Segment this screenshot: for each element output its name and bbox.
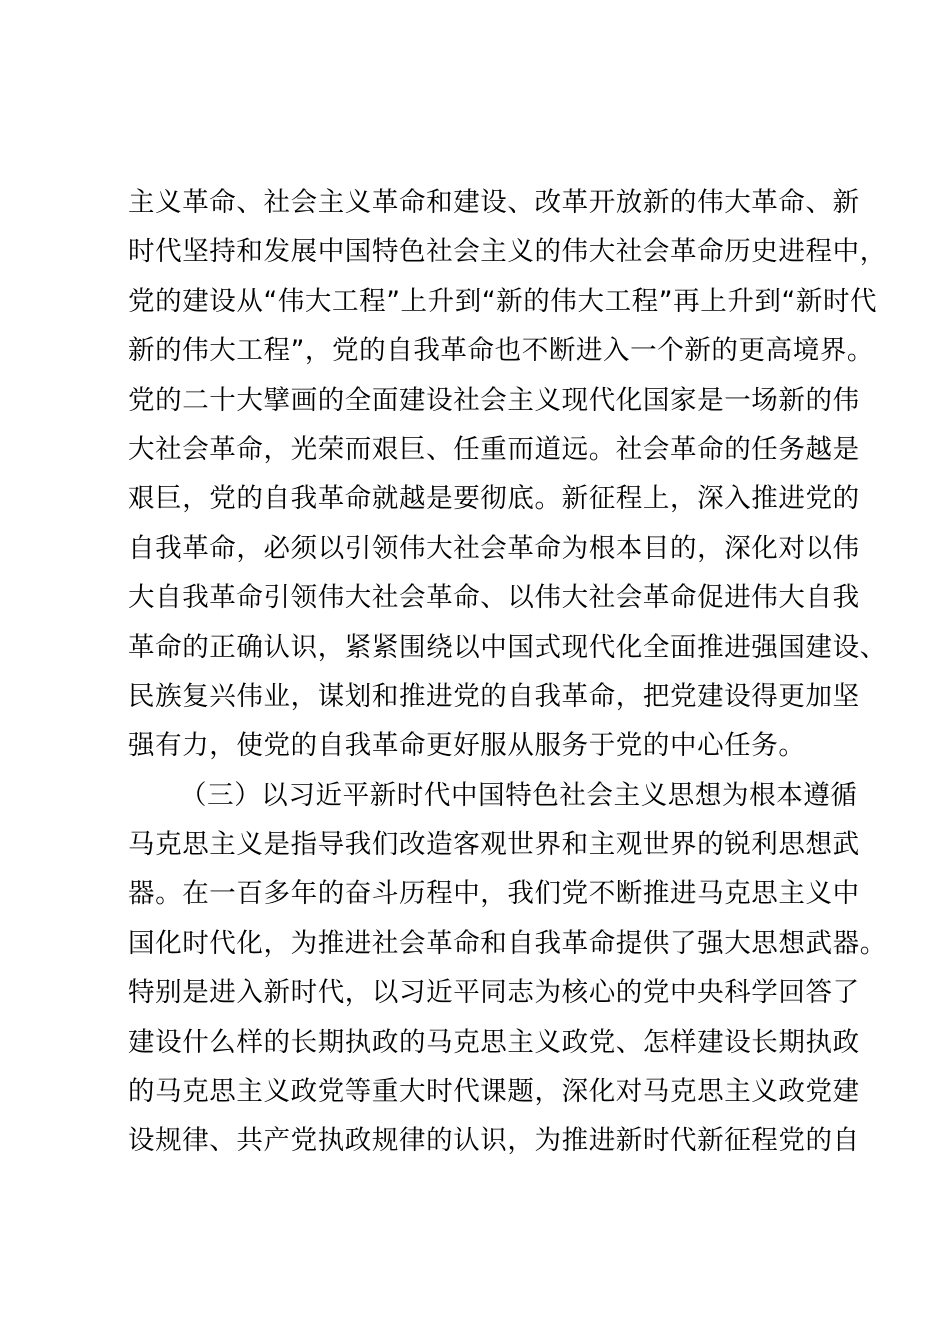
text-line: 自我革命，必须以引领伟大社会革命为根本目的，深化对以伟 bbox=[128, 532, 860, 564]
text-line: 国化时代化，为推进社会革命和自我革命提供了强大思想武器。 bbox=[128, 927, 887, 959]
document-body bbox=[128, 178, 888, 1166]
text-line: 新的伟大工程”，党的自我革命也不断进入一个新的更高境界。 bbox=[128, 335, 875, 367]
text-line: 大自我革命引领伟大社会革命、以伟大社会革命促进伟大自我 bbox=[128, 582, 860, 614]
text-line: 特别是进入新时代，以习近平同志为核心的党中央科学回答了 bbox=[128, 977, 860, 1009]
text-line: 建设什么样的长期执政的马克思主义政党、怎样建设长期执政 bbox=[128, 1026, 860, 1058]
text-line: 党的建设从“伟大工程”上升到“新的伟大工程”再上升到“新时代 bbox=[128, 285, 878, 317]
text-line: 艰巨，党的自我革命就越是要彻底。新征程上，深入推进党的 bbox=[128, 483, 860, 515]
text-line: 器。在一百多年的奋斗历程中，我们党不断推进马克思主义中 bbox=[128, 878, 860, 910]
text-line: 主义革命、社会主义革命和建设、改革开放新的伟大革命、新 bbox=[128, 187, 860, 218]
text-line: 的马克思主义政党等重大时代课题，深化对马克思主义政党建 bbox=[128, 1076, 860, 1108]
text-line: 民族复兴伟业，谋划和推进党的自我革命，把党建设得更加坚 bbox=[128, 680, 860, 712]
text-line: 时代坚持和发展中国特色社会主义的伟大社会革命历史进程中， bbox=[128, 236, 887, 268]
section-heading: （三）以习近平新时代中国特色社会主义思想为根本遵循 bbox=[180, 779, 858, 811]
text-line: 革命的正确认识，紧紧围绕以中国式现代化全面推进强国建设、 bbox=[128, 631, 887, 663]
text-line: 强有力，使党的自我革命更好服从服务于党的中心任务。 bbox=[128, 730, 806, 762]
text-line: 党的二十大擘画的全面建设社会主义现代化国家是一场新的伟 bbox=[128, 384, 860, 416]
text-line: 大社会革命，光荣而艰巨、任重而道远。社会革命的任务越是 bbox=[128, 433, 860, 465]
text-line: 设规律、共产党执政规律的认识，为推进新时代新征程党的自 bbox=[128, 1125, 860, 1157]
text-line: 马克思主义是指导我们改造客观世界和主观世界的锐利思想武 bbox=[128, 829, 860, 861]
